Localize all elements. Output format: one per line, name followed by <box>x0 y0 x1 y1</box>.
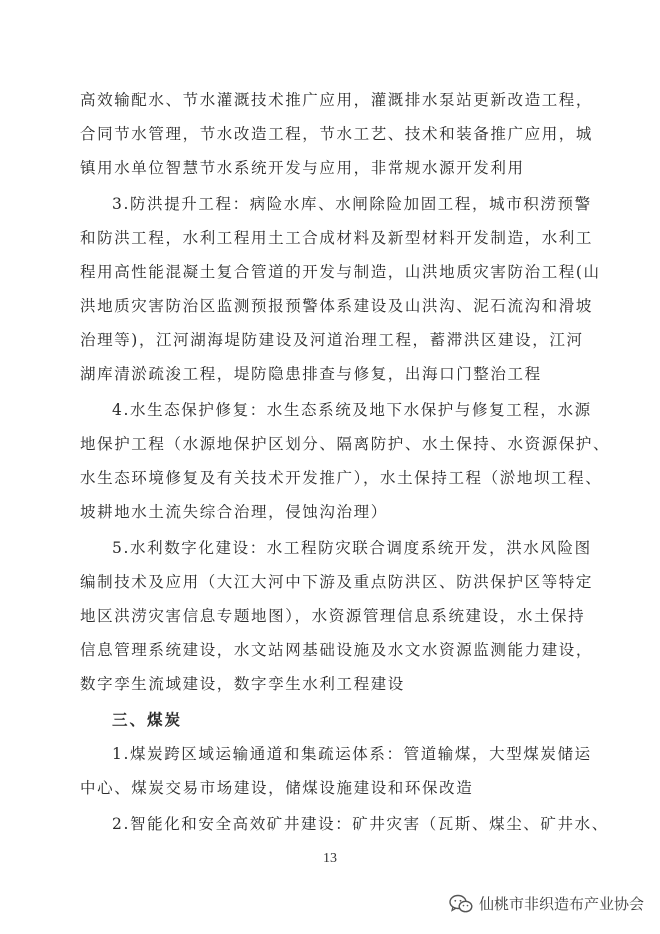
paragraph-5-start: 5.水利数字化建设：水工程防灾联合调度系统开发，洪水风险图 <box>112 539 592 557</box>
text-line: 地保护工程（水源地保护区划分、隔离防护、水土保持、水资源保护、 <box>80 435 611 453</box>
text-line: 编制技术及应用（大江大河中下游及重点防洪区、防洪保护区等特定 <box>80 573 594 591</box>
paragraph-coal-1-start: 1.煤炭跨区域运输通道和集疏运体系：管道输煤，大型煤炭储运 <box>112 745 592 763</box>
text-line: 数字孪生流域建设，数字孪生水利工程建设 <box>80 675 405 693</box>
text-line: 信息管理系统建设，水文站网基础设施及水文水资源监测能力建设， <box>80 641 594 659</box>
paragraph-3-start: 3.防洪提升工程：病险水库、水闸除险加固工程，城市积涝预警 <box>112 195 592 213</box>
text-line: 湖库清淤疏浚工程，堤防隐患排查与修复，出海口门整治工程 <box>80 365 542 383</box>
text-line: 合同节水管理，节水改造工程，节水工艺、技术和装备推广应用，城 <box>80 125 594 143</box>
text-line: 和防洪工程，水利工程用土工合成材料及新型材料开发制造，水利工 <box>80 229 594 247</box>
text-line: 中心、煤炭交易市场建设，储煤设施建设和环保改造 <box>80 779 474 797</box>
text-line: 水生态环境修复及有关技术开发推广），水土保持工程（淤地坝工程、 <box>80 469 603 487</box>
watermark <box>449 893 644 914</box>
paragraph-coal-2-start: 2.智能化和安全高效矿井建设：矿井灾害（瓦斯、煤尘、矿井水、 <box>112 815 609 833</box>
page-number: 13 <box>323 851 337 866</box>
text-line: 镇用水单位智慧节水系统开发与应用，非常规水源开发利用 <box>80 159 525 177</box>
watermark-text: 仙桃市非织造布产业协会 <box>478 895 644 913</box>
text-line: 程用高性能混凝土复合管道的开发与制造，山洪地质灾害防治工程(山 <box>80 263 601 281</box>
paragraph-4-start: 4.水生态保护修复：水生态系统及地下水保护与修复工程，水源 <box>112 401 592 419</box>
text-line: 高效输配水、节水灌溉技术推广应用，灌溉排水泵站更新改造工程， <box>80 91 594 109</box>
text-line: 洪地质灾害防治区监测预报预警体系建设及山洪沟、泥石流沟和滑坡 <box>80 297 594 315</box>
section-heading-coal: 三、煤炭 <box>112 710 183 729</box>
text-line: 坡耕地水土流失综合治理，侵蚀沟治理） <box>80 503 388 521</box>
text-line: 治理等)，江河湖海堤防建设及河道治理工程，蓄滞洪区建设，江河 <box>80 331 584 349</box>
wechat-icon <box>449 894 473 914</box>
text-line: 地区洪涝灾害信息专题地图），水资源管理信息系统建设，水土保持 <box>80 607 586 625</box>
